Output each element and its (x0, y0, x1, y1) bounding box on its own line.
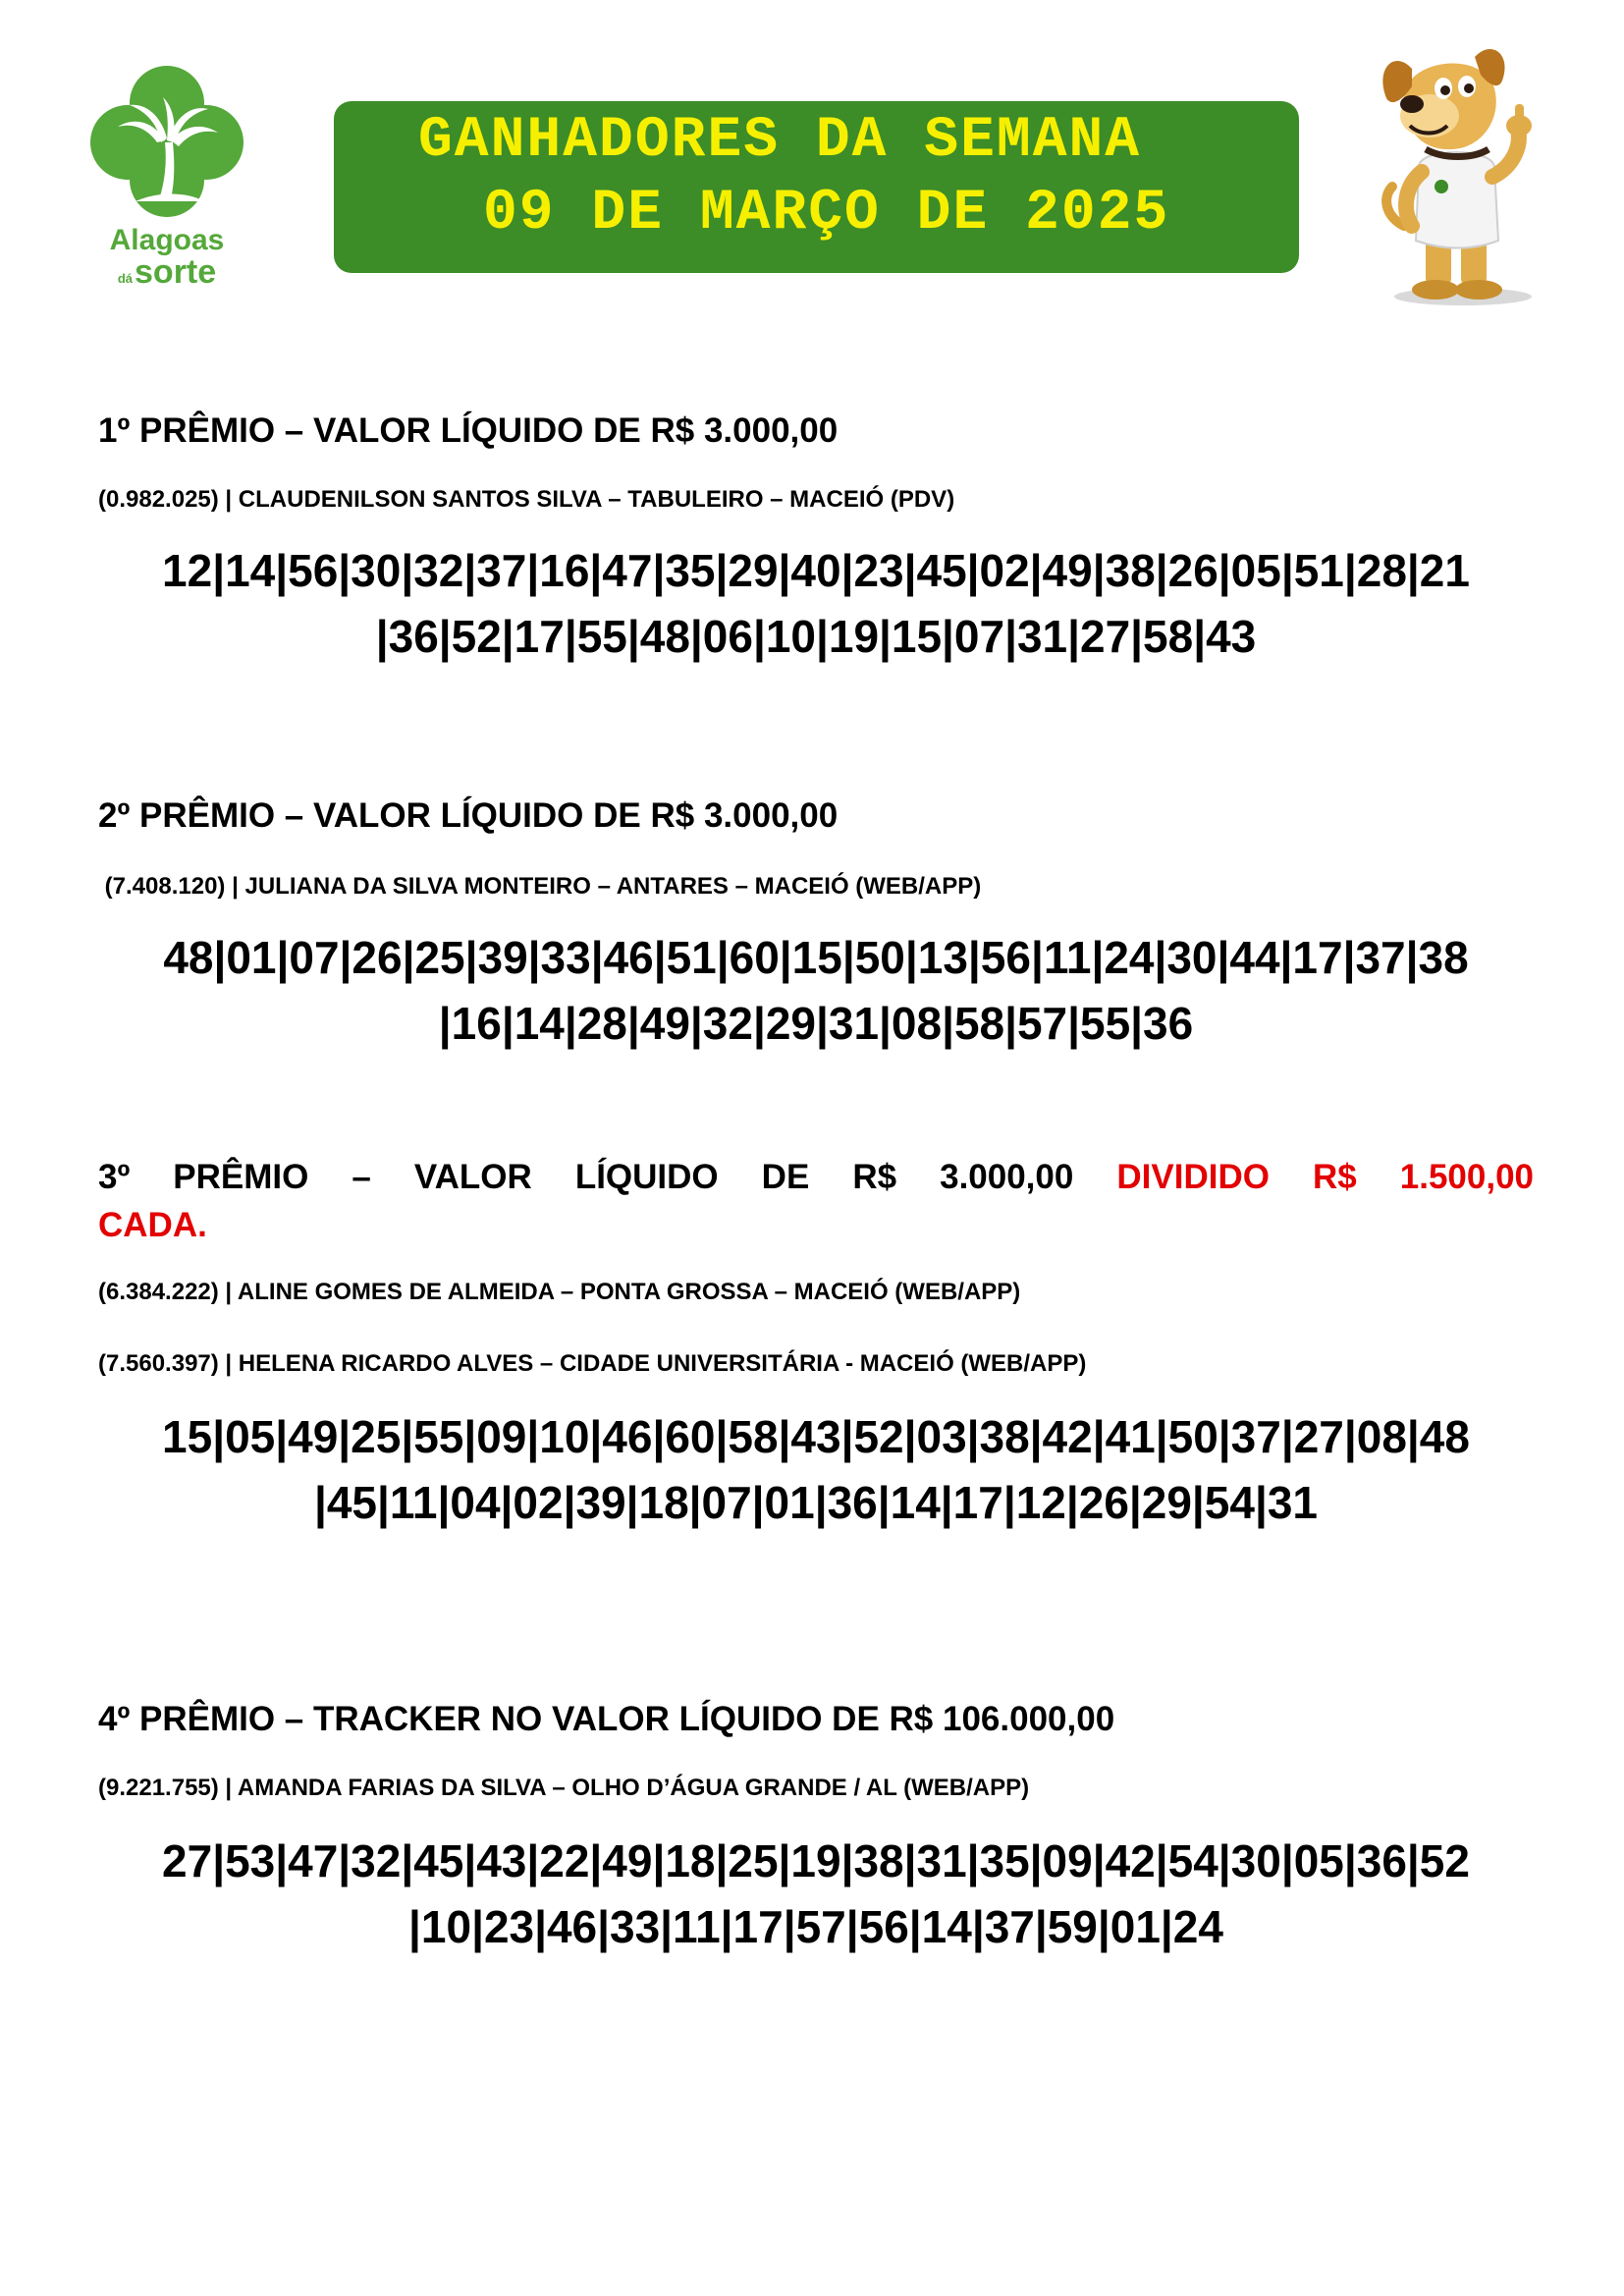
logo-word-sorte: sorte (135, 253, 217, 291)
prize-3-title-each: CADA. (98, 1206, 207, 1244)
prize-1-numbers-line2: |36|52|17|55|48|06|10|19|15|07|31|27|58|43 (375, 610, 1257, 662)
logo-word-alagoas: Alagoas (109, 224, 225, 256)
prize-3-numbers-line2: |45|11|04|02|39|18|07|01|36|14|17|12|26|29|54|31 (313, 1477, 1319, 1529)
prize-1-numbers (98, 538, 1534, 669)
prize-4-title: 4º PRÊMIO – TRACKER NO VALOR LÍQUIDO DE R$ 106.000,00 (98, 1700, 1115, 1738)
prize-1-numbers-line1: 12|14|56|30|32|37|16|47|35|29|40|23|45|02|49|38|26|05|51|28|21 (162, 545, 1470, 597)
prize-4-numbers-line1: 27|53|47|32|45|43|22|49|18|25|19|38|31|35|09|42|54|30|05|36|52 (162, 1835, 1470, 1887)
logo-word-da: dá (117, 271, 134, 287)
header (0, 0, 1624, 324)
prize-2-title: 2º PRÊMIO – VALOR LÍQUIDO DE R$ 3.000,00 (98, 796, 839, 835)
prize-4-winner: (9.221.755) | AMANDA FARIAS DA SILVA – OLHO D’ÁGUA GRANDE / AL (WEB/APP) (98, 1775, 1030, 1801)
prize-4-section (98, 1695, 1534, 1960)
prize-2-winner: (7.408.120) | JULIANA DA SILVA MONTEIRO – ANTARES – MACEIÓ (WEB/APP) (98, 873, 982, 900)
banner-title: GANHADORES DA SEMANA (418, 109, 1142, 173)
title-banner (334, 101, 1299, 273)
prize-3-title-split: DIVIDIDO R$ 1.500,00 (1116, 1158, 1535, 1196)
prize-3-winner-1: (6.384.222) | ALINE GOMES DE ALMEIDA – PONTA GROSSA – MACEIÓ (WEB/APP) (98, 1279, 1021, 1305)
prize-2-numbers (98, 925, 1534, 1056)
prize-3-numbers (98, 1404, 1534, 1535)
prize-4-numbers (98, 1829, 1534, 1959)
logo-wordmark (88, 226, 245, 289)
dog-mascot-image (1365, 39, 1551, 309)
clover-palm-icon (88, 64, 245, 226)
alagoas-da-sorte-logo (88, 64, 245, 290)
prize-1-title: 1º PRÊMIO – VALOR LÍQUIDO DE R$ 3.000,00 (98, 411, 839, 450)
prize-4-numbers-line2: |10|23|46|33|11|17|57|56|14|37|59|01|24 (408, 1900, 1223, 1952)
prize-3-numbers-line1: 15|05|49|25|55|09|10|46|60|58|43|52|03|38|42|41|50|37|27|08|48 (162, 1411, 1470, 1463)
prize-3-title-amount: 3º PRÊMIO – VALOR LÍQUIDO DE R$ 3.000,00 (98, 1158, 1074, 1196)
prize-2-section (98, 792, 1534, 1153)
prize-1-winner: (0.982.025) | CLAUDENILSON SANTOS SILVA – TABULEIRO – MACEIÓ (PDV) (98, 486, 955, 513)
prize-2-numbers-line1: 48|01|07|26|25|39|33|46|51|60|15|50|13|56|11|24|30|44|17|37|38 (163, 932, 1469, 984)
prize-3-winner-2: (7.560.397) | HELENA RICARDO ALVES – CIDADE UNIVERSITÁRIA - MACEIÓ (WEB/APP) (98, 1350, 1087, 1378)
prize-2-numbers-line2: |16|14|28|49|32|29|31|08|58|57|55|36 (438, 997, 1194, 1049)
prize-1-section (98, 407, 1534, 792)
banner-date: 09 DE MARÇO DE 2025 (483, 182, 1170, 246)
prize-3-title (98, 1153, 1534, 1201)
prize-3-section (98, 1153, 1534, 1695)
winners-content (98, 393, 1534, 1960)
